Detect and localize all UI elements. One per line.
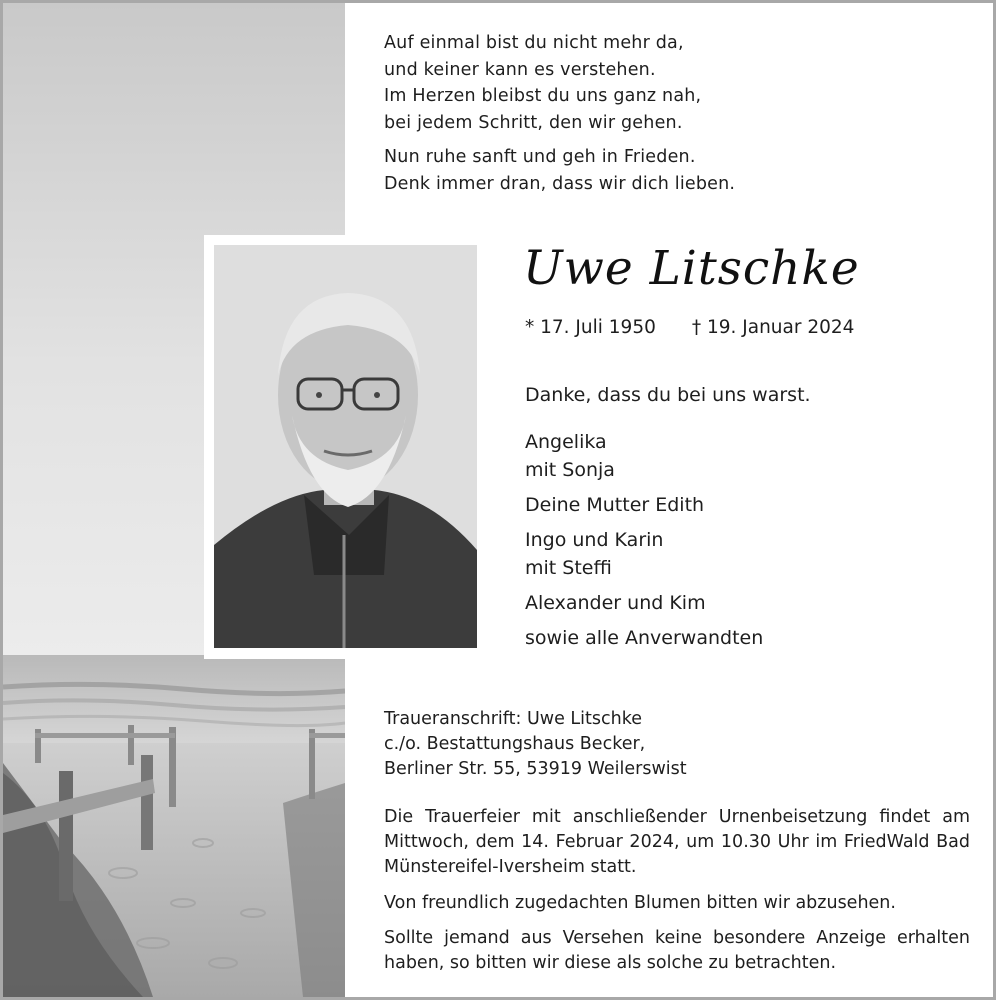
poem-stanza	[384, 144, 735, 197]
flowers-notice: Von freundlich zugedachten Blumen bitten wir abzusehen.	[384, 893, 896, 913]
mourner-group	[525, 624, 763, 652]
portrait-frame	[204, 235, 482, 659]
poem-line: Im Herzen bleibst du uns ganz nah,	[384, 86, 702, 106]
mourners-list	[525, 428, 763, 659]
poem-line: Auf einmal bist du nicht mehr da,	[384, 33, 684, 53]
address-line: Berliner Str. 55, 53919 Weilerswist	[384, 759, 687, 779]
portrait-photo	[214, 245, 477, 648]
funeral-details: Die Trauerfeier mit anschließender Urnenbeisetzung findet am Mittwoch, dem 14. Februar 2024, um 10.30 Uhr im FriedWald Bad Münstereifel-Iversheim statt.	[384, 807, 970, 877]
deceased-name: Uwe Litschke	[523, 241, 860, 296]
mourner-group	[525, 428, 763, 484]
mourner-line: Ingo und Karin	[525, 529, 664, 551]
poem-line: Denk immer dran, dass wir dich lieben.	[384, 173, 736, 194]
thanks-line: Danke, dass du bei uns warst.	[525, 384, 811, 406]
mourner-group	[525, 491, 763, 519]
death-date: † 19. Januar 2024	[691, 317, 855, 338]
mourner-line: mit Sonja	[525, 459, 615, 481]
address-line: Traueranschrift: Uwe Litschke	[384, 709, 642, 729]
birth-date: * 17. Juli 1950	[525, 317, 656, 338]
mourner-line: Alexander und Kim	[525, 592, 706, 614]
mourner-line: Deine Mutter Edith	[525, 494, 705, 516]
mourner-line: sowie alle Anverwandten	[525, 627, 764, 649]
mourner-line: mit Steffi	[525, 557, 612, 579]
mourner-line: Angelika	[525, 431, 607, 453]
address-line: c./o. Bestattungshaus Becker,	[384, 734, 646, 754]
mourner-group	[525, 526, 763, 582]
mourner-group	[525, 589, 763, 617]
mourning-address	[384, 707, 687, 782]
missed-notice-note: Sollte jemand aus Versehen keine besondere Anzeige erhalten haben, so bitten wir diese als solche zu betrachten.	[384, 928, 970, 973]
poem-stanza	[384, 30, 735, 136]
poem-line: und keiner kann es verstehen.	[384, 59, 656, 80]
life-dates	[525, 317, 854, 338]
poem-line: bei jedem Schritt, den wir gehen.	[384, 112, 683, 133]
poem	[384, 30, 735, 205]
poem-line: Nun ruhe sanft und geh in Frieden.	[384, 147, 696, 167]
